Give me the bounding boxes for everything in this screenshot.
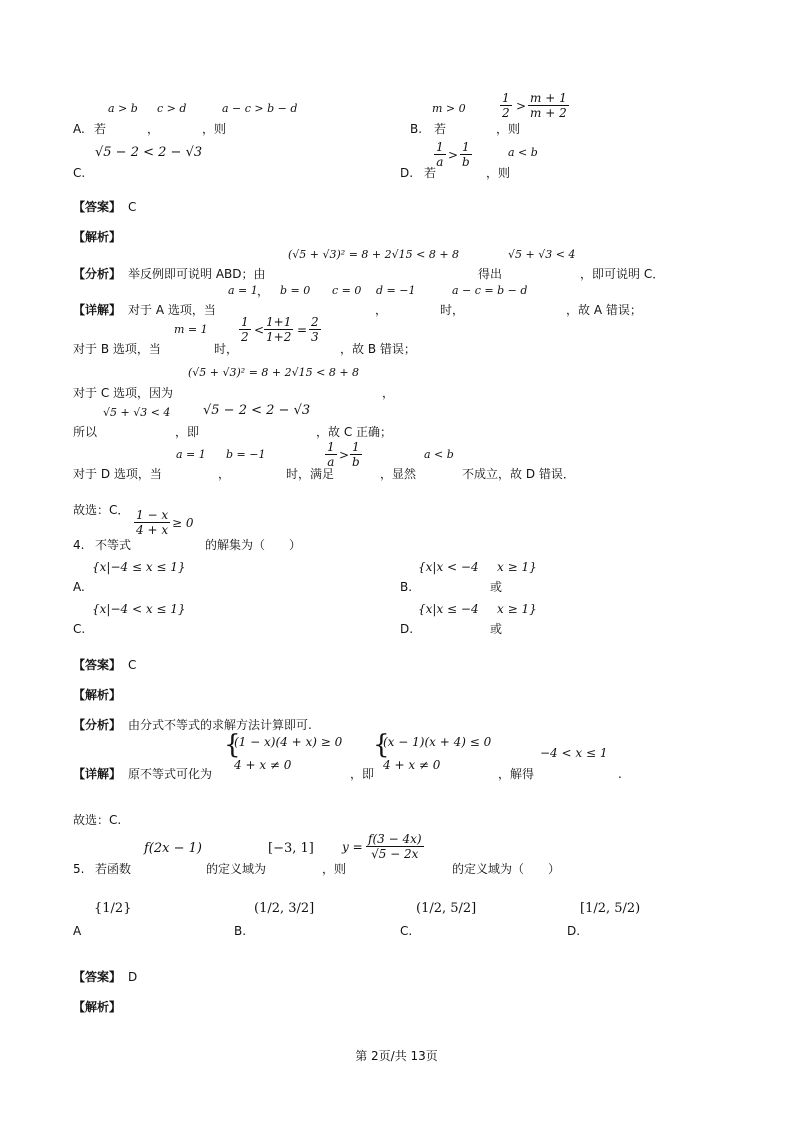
fraction-1-over-b: $\frac{1}{b}$ bbox=[352, 440, 360, 469]
fraction-1-over-a: $\frac{1}{a}$ bbox=[436, 140, 444, 169]
jiexi-tag: 【解析】 bbox=[73, 688, 122, 702]
fraction-half: $\frac{1}{2}$ bbox=[241, 315, 249, 344]
fraction-half: $\frac{1}{2}$ bbox=[502, 91, 510, 120]
question-number: 4. bbox=[73, 538, 85, 552]
fraction-inequality: $\frac{1 - x}{4 + x}$ bbox=[136, 508, 169, 537]
fraction-function: $\frac{f(3 - 4x)}{√5 - 2x}$ bbox=[368, 832, 422, 861]
fraction-1-over-a: $\frac{1}{a}$ bbox=[327, 440, 335, 469]
answer-tag: 【答案】 bbox=[73, 970, 122, 984]
question-number: 5. bbox=[73, 862, 85, 876]
answer-value: D bbox=[128, 970, 138, 984]
answer-value: C bbox=[128, 200, 137, 214]
fraction-sum: $\frac{1+1}{1+2}$ bbox=[266, 315, 292, 344]
option-label: C. bbox=[73, 166, 86, 180]
fraction-1-over-b: $\frac{1}{b}$ bbox=[462, 140, 470, 169]
brace-left: { bbox=[373, 730, 390, 760]
option-label: B. bbox=[410, 122, 423, 136]
jiexi-tag: 【解析】 bbox=[73, 230, 122, 244]
fraction-m: $\frac{m + 1}{m + 2}$ bbox=[530, 91, 567, 120]
jiexi-tag: 【解析】 bbox=[73, 1000, 122, 1014]
answer-tag: 【答案】 bbox=[73, 200, 122, 214]
answer-tag: 【答案】 bbox=[73, 658, 122, 672]
brace-left: { bbox=[224, 730, 241, 760]
q4-conclusion: 故选：C. bbox=[73, 813, 122, 827]
q3-conclusion: 故选：C． bbox=[73, 503, 130, 517]
option-label: D. bbox=[400, 166, 414, 180]
option-label: A. bbox=[73, 122, 85, 136]
page-footer: 第 2页/共 13页 bbox=[355, 1049, 438, 1063]
fraction-two-thirds: $\frac{2}{3}$ bbox=[311, 315, 319, 344]
answer-value: C bbox=[128, 658, 137, 672]
